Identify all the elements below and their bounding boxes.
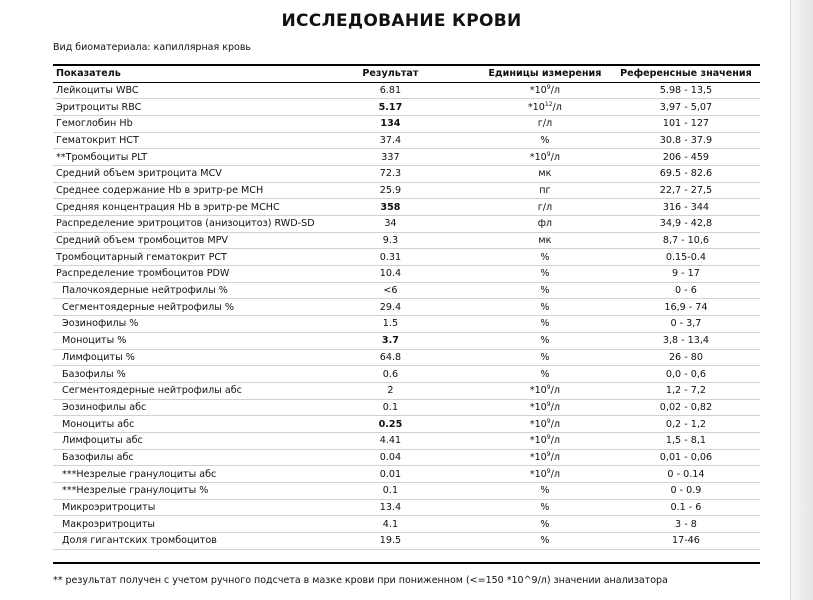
row-unit (438, 449, 612, 466)
unit-suffix: /л (552, 101, 562, 113)
unit-base: % (540, 535, 550, 547)
unit-suffix: /л (550, 451, 560, 463)
row-unit (438, 416, 612, 433)
row-reference: 69.5 - 82.6 (612, 165, 760, 182)
row-indicator: Эозинофилы абс (53, 399, 343, 416)
unit-base: *10 (529, 401, 547, 413)
row-result: 9.3 (343, 232, 438, 249)
table-header-row (53, 65, 760, 82)
row-indicator: Распределение тромбоцитов PDW (53, 266, 343, 283)
row-unit (438, 399, 612, 416)
table-row (53, 332, 760, 349)
row-reference: 0.15-0.4 (612, 249, 760, 266)
row-unit (438, 299, 612, 316)
table-row (53, 132, 760, 149)
table-row (53, 249, 760, 266)
row-unit (438, 282, 612, 299)
row-result: 4.1 (343, 516, 438, 533)
row-result: 134 (343, 115, 438, 132)
row-indicator: Средняя концентрация Hb в эритр-ре MCHC (53, 199, 343, 216)
row-result: 25.9 (343, 182, 438, 199)
row-indicator: Макроэритроциты (53, 516, 343, 533)
table-row (53, 366, 760, 383)
row-indicator: Средний объем эритроцита MCV (53, 165, 343, 182)
row-reference: 0,02 - 0,82 (612, 399, 760, 416)
unit-base: *10 (529, 418, 547, 430)
row-unit (438, 249, 612, 266)
row-result: 34 (343, 216, 438, 233)
unit-exponent: 9 (546, 434, 551, 442)
unit-exponent: 12 (544, 100, 553, 108)
unit-base: *10 (527, 101, 545, 113)
table-row (53, 115, 760, 132)
unit-base: % (540, 351, 550, 363)
row-indicator: Сегментоядерные нейтрофилы % (53, 299, 343, 316)
row-reference: 22,7 - 27,5 (612, 182, 760, 199)
row-result: 1.5 (343, 316, 438, 333)
row-reference: 206 - 459 (612, 149, 760, 166)
row-indicator: Лейкоциты WBC (53, 82, 343, 99)
row-unit (438, 232, 612, 249)
table-row (53, 533, 760, 550)
row-reference: 0.1 - 6 (612, 499, 760, 516)
row-unit (438, 165, 612, 182)
unit-suffix: /л (550, 151, 560, 163)
unit-exponent: 9 (546, 400, 551, 408)
unit-base: % (540, 335, 550, 347)
row-unit (438, 533, 612, 550)
results-table (53, 64, 760, 550)
table-row (53, 165, 760, 182)
row-unit (438, 149, 612, 166)
row-result: 358 (343, 199, 438, 216)
row-unit (438, 99, 612, 116)
unit-base: *10 (529, 435, 547, 447)
row-indicator: Сегментоядерные нейтрофилы абс (53, 382, 343, 399)
row-indicator: Палочкоядерные нейтрофилы % (53, 282, 343, 299)
unit-exponent: 9 (546, 467, 551, 475)
table-row (53, 149, 760, 166)
row-reference: 101 - 127 (612, 115, 760, 132)
row-indicator: Эритроциты RBC (53, 99, 343, 116)
row-reference: 16,9 - 74 (612, 299, 760, 316)
unit-base: *10 (529, 385, 547, 397)
row-reference: 5.98 - 13,5 (612, 82, 760, 99)
row-reference: 0 - 0.9 (612, 483, 760, 500)
row-indicator: Базофилы абс (53, 449, 343, 466)
unit-base: фл (537, 218, 553, 230)
table-row (53, 299, 760, 316)
unit-base: % (540, 285, 550, 297)
unit-base: % (540, 251, 550, 263)
row-unit (438, 182, 612, 199)
table-row (53, 516, 760, 533)
table-row (53, 216, 760, 233)
row-unit (438, 115, 612, 132)
row-reference: 0,0 - 0,6 (612, 366, 760, 383)
row-result: 0.1 (343, 399, 438, 416)
row-unit (438, 483, 612, 500)
row-reference: 0 - 6 (612, 282, 760, 299)
row-result: 4.41 (343, 432, 438, 449)
row-result: 19.5 (343, 533, 438, 550)
unit-base: *10 (529, 151, 547, 163)
row-result: 0.25 (343, 416, 438, 433)
row-unit (438, 199, 612, 216)
row-unit (438, 516, 612, 533)
table-row (53, 199, 760, 216)
row-indicator: ***Незрелые гранулоциты абс (53, 466, 343, 483)
row-result: <6 (343, 282, 438, 299)
row-reference: 0,2 - 1,2 (612, 416, 760, 433)
row-result: 0.01 (343, 466, 438, 483)
unit-exponent: 9 (546, 417, 551, 425)
table-bottom-rule (53, 562, 760, 564)
unit-base: *10 (529, 451, 547, 463)
row-reference: 17-46 (612, 533, 760, 550)
row-result: 5.17 (343, 99, 438, 116)
row-unit (438, 266, 612, 283)
page-edge-shadow (791, 0, 813, 600)
row-reference: 34,9 - 42,8 (612, 216, 760, 233)
unit-base: мк (538, 235, 552, 247)
table-row (53, 316, 760, 333)
row-result: 10.4 (343, 266, 438, 283)
unit-exponent: 9 (546, 150, 551, 158)
table-row (53, 382, 760, 399)
row-unit (438, 366, 612, 383)
header-reference: Референсные значения (612, 65, 760, 82)
row-indicator: Моноциты абс (53, 416, 343, 433)
row-reference: 1,2 - 7,2 (612, 382, 760, 399)
row-reference: 316 - 344 (612, 199, 760, 216)
row-indicator: Гематокрит HCT (53, 132, 343, 149)
row-indicator: Среднее содержание Hb в эритр-ре MCH (53, 182, 343, 199)
unit-exponent: 9 (546, 384, 551, 392)
unit-exponent: 9 (546, 83, 551, 91)
unit-suffix: /л (550, 401, 560, 413)
unit-base: *10 (529, 84, 547, 96)
row-unit (438, 216, 612, 233)
unit-suffix: /л (550, 385, 560, 397)
row-indicator: Средний объем тромбоцитов MPV (53, 232, 343, 249)
unit-base: % (540, 502, 550, 514)
row-indicator: Гемоглобин Hb (53, 115, 343, 132)
row-result: 337 (343, 149, 438, 166)
unit-suffix: /л (550, 468, 560, 480)
row-reference: 0 - 0.14 (612, 466, 760, 483)
table-row (53, 432, 760, 449)
table-row (53, 99, 760, 116)
unit-base: г/л (537, 201, 553, 213)
unit-base: % (540, 485, 550, 497)
row-indicator: Доля гигантских тромбоцитов (53, 533, 343, 550)
row-indicator: Распределение эритроцитов (анизоцитоз) RWD-SD (53, 216, 343, 233)
row-reference: 3 - 8 (612, 516, 760, 533)
table-row (53, 232, 760, 249)
unit-base: г/л (537, 118, 553, 130)
row-unit (438, 466, 612, 483)
row-reference: 8,7 - 10,6 (612, 232, 760, 249)
row-result: 64.8 (343, 349, 438, 366)
table-row (53, 499, 760, 516)
row-result: 0.6 (343, 366, 438, 383)
unit-base: пг (539, 184, 551, 196)
row-indicator: Лимфоциты абс (53, 432, 343, 449)
row-reference: 3,8 - 13,4 (612, 332, 760, 349)
row-indicator: Базофилы % (53, 366, 343, 383)
table-row (53, 449, 760, 466)
row-indicator: Моноциты % (53, 332, 343, 349)
row-result: 6.81 (343, 82, 438, 99)
row-result: 0.04 (343, 449, 438, 466)
row-reference: 9 - 17 (612, 266, 760, 283)
row-result: 2 (343, 382, 438, 399)
results-table-body (53, 82, 760, 549)
row-result: 29.4 (343, 299, 438, 316)
row-indicator: Микроэритроциты (53, 499, 343, 516)
header-result: Результат (343, 65, 438, 82)
footnote: ** результат получен с учетом ручного подсчета в мазке крови при пониженном (<=150 *10^9/л) значении анализатора (53, 575, 668, 586)
table-row (53, 416, 760, 433)
header-units: Единицы измерения (438, 65, 612, 82)
row-unit (438, 332, 612, 349)
row-indicator: **Тромбоциты PLT (53, 149, 343, 166)
unit-exponent: 9 (546, 450, 551, 458)
row-unit (438, 316, 612, 333)
row-reference: 30.8 - 37.9 (612, 132, 760, 149)
unit-base: % (540, 268, 550, 280)
row-reference: 3,97 - 5,07 (612, 99, 760, 116)
row-reference: 0,01 - 0,06 (612, 449, 760, 466)
unit-base: % (540, 368, 550, 380)
unit-base: % (540, 518, 550, 530)
row-unit (438, 499, 612, 516)
table-row (53, 349, 760, 366)
table-row (53, 399, 760, 416)
table-row (53, 182, 760, 199)
row-indicator: ***Незрелые гранулоциты % (53, 483, 343, 500)
row-unit (438, 132, 612, 149)
header-indicator: Показатель (53, 65, 343, 82)
row-reference: 26 - 80 (612, 349, 760, 366)
unit-suffix: /л (550, 435, 560, 447)
row-unit (438, 82, 612, 99)
row-result: 3.7 (343, 332, 438, 349)
row-reference: 1,5 - 8,1 (612, 432, 760, 449)
row-result: 0.31 (343, 249, 438, 266)
row-result: 72.3 (343, 165, 438, 182)
unit-base: % (540, 134, 550, 146)
row-indicator: Лимфоциты % (53, 349, 343, 366)
unit-suffix: /л (550, 84, 560, 96)
biomaterial-type: Вид биоматериала: капиллярная кровь (53, 42, 252, 53)
table-row (53, 282, 760, 299)
row-indicator: Тромбоцитарный гематокрит PCT (53, 249, 343, 266)
row-indicator: Эозинофилы % (53, 316, 343, 333)
table-row (53, 82, 760, 99)
unit-base: *10 (529, 468, 547, 480)
unit-base: % (540, 301, 550, 313)
row-unit (438, 349, 612, 366)
unit-base: мк (538, 168, 552, 180)
table-row (53, 466, 760, 483)
row-reference: 0 - 3,7 (612, 316, 760, 333)
unit-suffix: /л (550, 418, 560, 430)
table-row (53, 483, 760, 500)
row-unit (438, 382, 612, 399)
unit-base: % (540, 318, 550, 330)
row-unit (438, 432, 612, 449)
row-result: 0.1 (343, 483, 438, 500)
row-result: 13.4 (343, 499, 438, 516)
table-row (53, 266, 760, 283)
document-title: ИССЛЕДОВАНИЕ КРОВИ (281, 11, 522, 31)
row-result: 37.4 (343, 132, 438, 149)
